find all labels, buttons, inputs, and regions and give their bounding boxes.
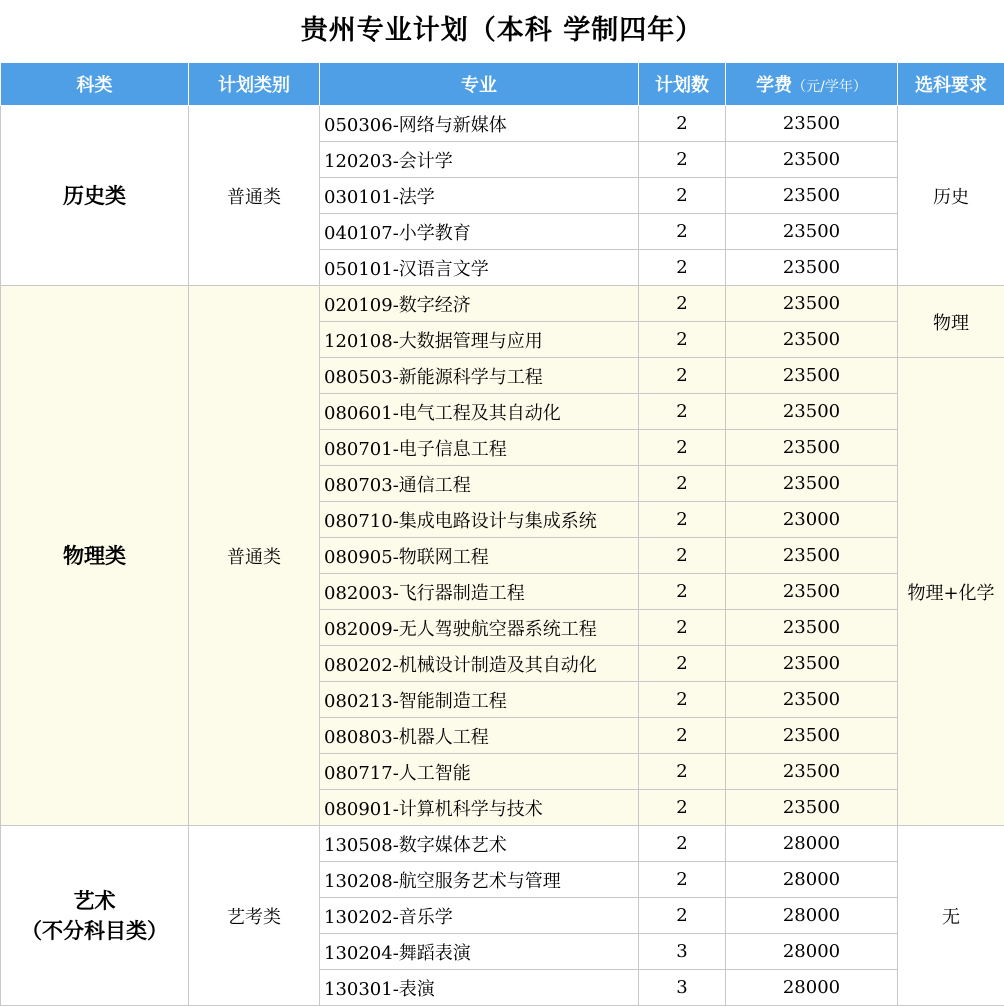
tuition-cell: 23500 bbox=[726, 322, 898, 358]
major-cell: 082003-飞行器制造工程 bbox=[320, 574, 639, 610]
tuition-cell: 28000 bbox=[726, 934, 898, 970]
plan-count-cell: 2 bbox=[639, 286, 726, 322]
subject-requirement-cell: 物理 bbox=[898, 286, 1004, 358]
tuition-cell: 23500 bbox=[726, 754, 898, 790]
plan-count-cell: 2 bbox=[639, 898, 726, 934]
plan-count-cell: 2 bbox=[639, 358, 726, 394]
plan-count-cell: 2 bbox=[639, 502, 726, 538]
tuition-cell: 23500 bbox=[726, 466, 898, 502]
plan-type-cell: 艺考类 bbox=[189, 826, 320, 1006]
tuition-cell: 23500 bbox=[726, 790, 898, 826]
plan-table bbox=[0, 62, 1004, 1006]
major-cell: 120203-会计学 bbox=[320, 142, 639, 178]
header-subject-requirement: 选科要求 bbox=[898, 63, 1004, 106]
header-tuition-unit: （元/学年） bbox=[792, 79, 867, 95]
tuition-cell: 23500 bbox=[726, 286, 898, 322]
plan-count-cell: 2 bbox=[639, 322, 726, 358]
tuition-cell: 23000 bbox=[726, 502, 898, 538]
major-cell: 080503-新能源科学与工程 bbox=[320, 358, 639, 394]
major-cell: 082009-无人驾驶航空器系统工程 bbox=[320, 610, 639, 646]
header-category: 科类 bbox=[1, 63, 189, 106]
tuition-cell: 23500 bbox=[726, 394, 898, 430]
major-cell: 040107-小学教育 bbox=[320, 214, 639, 250]
plan-count-cell: 3 bbox=[639, 970, 726, 1006]
tuition-cell: 23500 bbox=[726, 214, 898, 250]
category-cell: 历史类 bbox=[1, 106, 189, 286]
major-cell: 050306-网络与新媒体 bbox=[320, 106, 639, 142]
major-cell: 120108-大数据管理与应用 bbox=[320, 322, 639, 358]
plan-type-cell: 普通类 bbox=[189, 286, 320, 826]
plan-count-cell: 2 bbox=[639, 610, 726, 646]
major-cell: 080601-电气工程及其自动化 bbox=[320, 394, 639, 430]
tuition-cell: 28000 bbox=[726, 898, 898, 934]
table-row bbox=[1, 286, 1004, 322]
tuition-cell: 23500 bbox=[726, 430, 898, 466]
header-row bbox=[1, 63, 1004, 106]
major-cell: 080213-智能制造工程 bbox=[320, 682, 639, 718]
major-cell: 030101-法学 bbox=[320, 178, 639, 214]
major-cell: 080202-机械设计制造及其自动化 bbox=[320, 646, 639, 682]
major-cell: 130204-舞蹈表演 bbox=[320, 934, 639, 970]
tuition-cell: 23500 bbox=[726, 610, 898, 646]
plan-count-cell: 2 bbox=[639, 178, 726, 214]
subject-requirement-cell: 历史 bbox=[898, 106, 1004, 286]
plan-count-cell: 3 bbox=[639, 934, 726, 970]
major-cell: 080901-计算机科学与技术 bbox=[320, 790, 639, 826]
plan-count-cell: 2 bbox=[639, 574, 726, 610]
plan-count-cell: 2 bbox=[639, 430, 726, 466]
plan-count-cell: 2 bbox=[639, 862, 726, 898]
plan-count-cell: 2 bbox=[639, 682, 726, 718]
major-cell: 130202-音乐学 bbox=[320, 898, 639, 934]
plan-count-cell: 2 bbox=[639, 826, 726, 862]
category-cell: 艺术 （不分科目类） bbox=[1, 826, 189, 1006]
tuition-cell: 28000 bbox=[726, 826, 898, 862]
page-title: 贵州专业计划（本科 学制四年） bbox=[0, 0, 1004, 62]
header-major: 专业 bbox=[320, 63, 639, 106]
plan-count-cell: 2 bbox=[639, 646, 726, 682]
plan-count-cell: 2 bbox=[639, 538, 726, 574]
major-cell: 050101-汉语言文学 bbox=[320, 250, 639, 286]
plan-count-cell: 2 bbox=[639, 142, 726, 178]
tuition-cell: 23500 bbox=[726, 250, 898, 286]
tuition-cell: 23500 bbox=[726, 682, 898, 718]
category-cell: 物理类 bbox=[1, 286, 189, 826]
plan-count-cell: 2 bbox=[639, 790, 726, 826]
major-cell: 080717-人工智能 bbox=[320, 754, 639, 790]
plan-count-cell: 2 bbox=[639, 466, 726, 502]
plan-count-cell: 2 bbox=[639, 718, 726, 754]
table-row bbox=[1, 106, 1004, 142]
tuition-cell: 28000 bbox=[726, 862, 898, 898]
plan-count-cell: 2 bbox=[639, 754, 726, 790]
plan-count-cell: 2 bbox=[639, 106, 726, 142]
tuition-cell: 23500 bbox=[726, 142, 898, 178]
header-tuition bbox=[726, 63, 898, 106]
table-row bbox=[1, 826, 1004, 862]
major-cell: 080710-集成电路设计与集成系统 bbox=[320, 502, 639, 538]
major-cell: 130508-数字媒体艺术 bbox=[320, 826, 639, 862]
major-cell: 080803-机器人工程 bbox=[320, 718, 639, 754]
tuition-cell: 23500 bbox=[726, 106, 898, 142]
major-cell: 080905-物联网工程 bbox=[320, 538, 639, 574]
subject-requirement-cell: 物理+化学 bbox=[898, 358, 1004, 826]
tuition-cell: 23500 bbox=[726, 718, 898, 754]
major-cell: 080703-通信工程 bbox=[320, 466, 639, 502]
major-cell: 130208-航空服务艺术与管理 bbox=[320, 862, 639, 898]
major-cell: 080701-电子信息工程 bbox=[320, 430, 639, 466]
tuition-cell: 23500 bbox=[726, 646, 898, 682]
plan-count-cell: 2 bbox=[639, 250, 726, 286]
tuition-cell: 23500 bbox=[726, 178, 898, 214]
header-plan-count: 计划数 bbox=[639, 63, 726, 106]
header-plan-type: 计划类别 bbox=[189, 63, 320, 106]
subject-requirement-cell: 无 bbox=[898, 826, 1004, 1006]
tuition-cell: 28000 bbox=[726, 970, 898, 1006]
plan-type-cell: 普通类 bbox=[189, 106, 320, 286]
tuition-cell: 23500 bbox=[726, 358, 898, 394]
tuition-cell: 23500 bbox=[726, 538, 898, 574]
major-cell: 130301-表演 bbox=[320, 970, 639, 1006]
plan-count-cell: 2 bbox=[639, 214, 726, 250]
tuition-cell: 23500 bbox=[726, 574, 898, 610]
plan-count-cell: 2 bbox=[639, 394, 726, 430]
major-cell: 020109-数字经济 bbox=[320, 286, 639, 322]
header-tuition-label: 学费 bbox=[756, 75, 792, 96]
